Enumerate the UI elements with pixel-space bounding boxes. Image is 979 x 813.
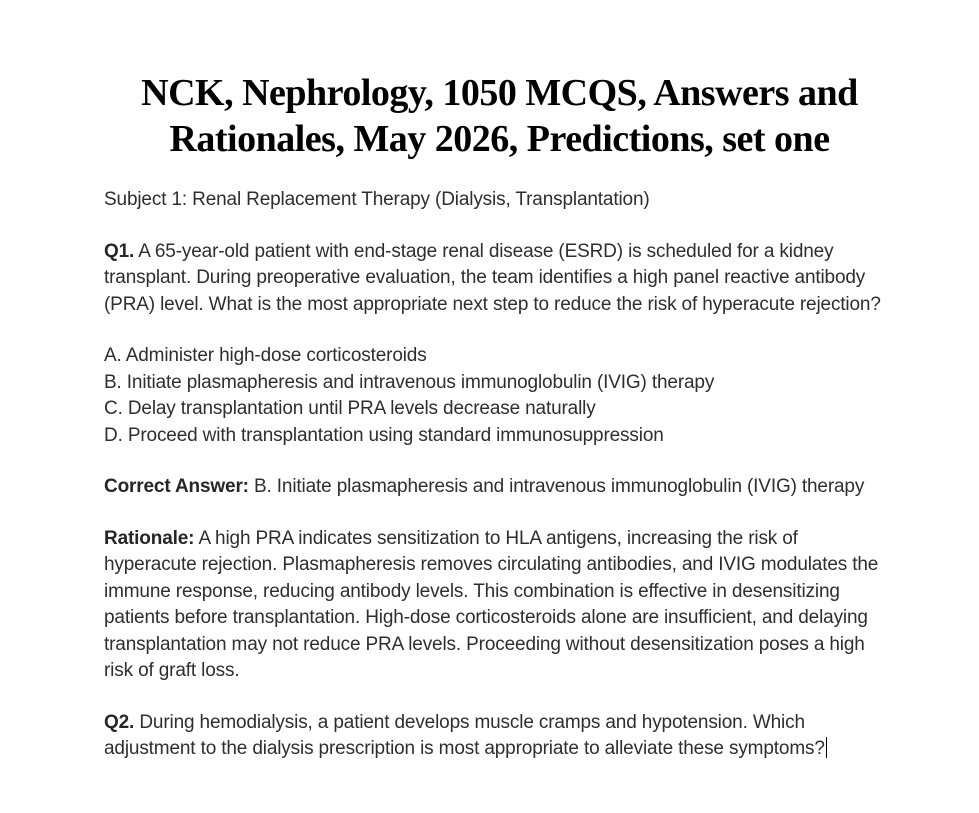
correct-answer-label: Correct Answer: — [104, 476, 249, 497]
question-1 — [104, 239, 895, 319]
document-title — [104, 70, 895, 162]
question-2 — [104, 710, 895, 763]
option-a: A. Administer high-dose corticosteroids — [104, 345, 427, 366]
question-2-text: During hemodialysis, a patient develops muscle cramps and hypotension. Which adjustment to the dialysis prescription is most appropriate to alleviate these symptoms? — [104, 711, 825, 759]
question-2-label: Q2. — [104, 711, 135, 733]
rationale-label: Rationale: — [104, 527, 195, 549]
question-1-options — [104, 343, 895, 449]
correct-answer — [104, 474, 895, 501]
option-b: B. Initiate plasmapheresis and intravenous immunoglobulin (IVIG) therapy — [104, 371, 715, 393]
option-d: D. Proceed with transplantation using standard immunosuppression — [104, 424, 664, 446]
question-1-label: Q1. — [104, 240, 135, 262]
option-c: C. Delay transplantation until PRA levels decrease naturally — [104, 398, 596, 419]
document-title-line-1: NCK, Nephrology, 1050 MCQS, Answers and — [141, 72, 858, 114]
correct-answer-text: B. Initiate plasmapheresis and intravenous immunoglobulin (IVIG) therapy — [254, 476, 865, 497]
rationale-text: A high PRA indicates sensitization to HLA antigens, increasing the risk of hyperacute rejection. Plasmapheresis removes circulating antibodies, and IVIG modulates the immune response, reducing antibody levels. This combination is effective in desensitizing patients before transplantation. High-dose corticosteroids alone are insufficient, and delaying transplantation may not reduce PRA levels. Proceeding without desensitization poses a high risk of graft loss. — [104, 527, 879, 681]
subject-heading: Subject 1: Renal Replacement Therapy (Dialysis, Transplantation) — [104, 189, 650, 210]
text-cursor — [826, 737, 828, 758]
document-title-line-2: Rationales, May 2026, Predictions, set one — [169, 118, 830, 160]
question-1-text: A 65-year-old patient with end-stage renal disease (ESRD) is scheduled for a kidney transplant. During preoperative evaluation, the team identifies a high panel reactive antibody (PRA) level. What is the most appropriate next step to reduce the risk of hyperacute rejection? — [104, 240, 881, 315]
rationale — [104, 526, 895, 685]
